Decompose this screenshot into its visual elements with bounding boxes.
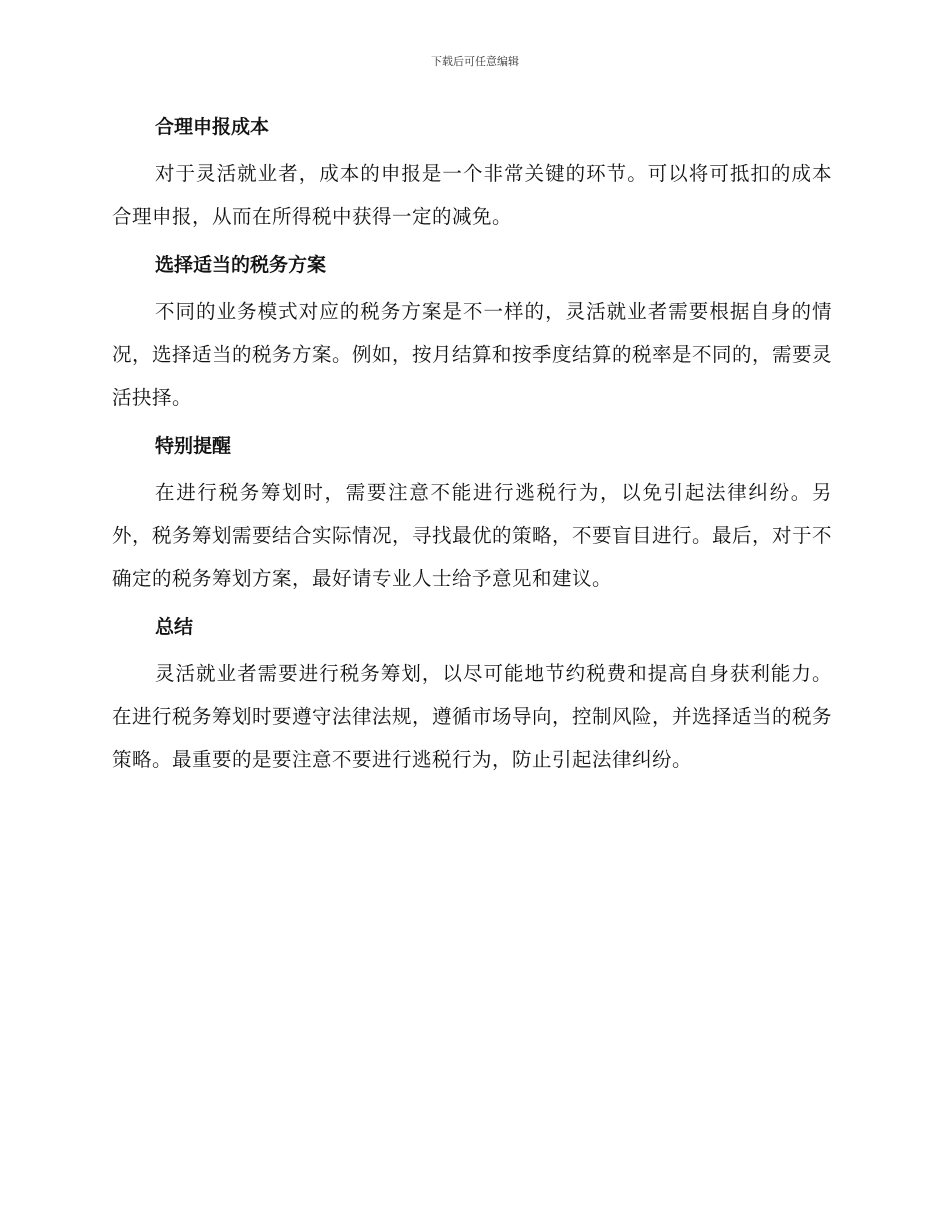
section-paragraph: 对于灵活就业者，成本的申报是一个非常关键的环节。可以将可抵扣的成本合理申报，从而在所得税中获得一定的减免。 xyxy=(112,162,832,228)
section-heading: 特别提醒 xyxy=(155,435,232,457)
section-paragraph: 在进行税务筹划时，需要注意不能进行逃税行为，以免引起法律纠纷。另外，税务筹划需要结合实际情况，寻找最优的策略，不要盲目进行。最后，对于不确定的税务筹划方案，最好请专业人士给予意见和建议。 xyxy=(112,481,833,590)
section-paragraph: 不同的业务模式对应的税务方案是不一样的，灵活就业者需要根据自身的情况，选择适当的税务方案。例如，按月结算和按季度结算的税率是不同的，需要灵活抉择。 xyxy=(112,300,833,409)
section-cost-declaration xyxy=(112,112,832,238)
section-heading: 选择适当的税务方案 xyxy=(155,254,327,276)
page-header: 下载后可任意编辑 xyxy=(431,55,519,68)
section-paragraph: 灵活就业者需要进行税务筹划，以尽可能地节约税费和提高自身获利能力。在进行税务筹划时要遵守法律法规，遵循市场导向，控制风险，并选择适当的税务策略。最重要的是要注意不要进行逃税行为，防止引起法律纠纷。 xyxy=(112,662,833,771)
section-tax-plan xyxy=(112,250,832,419)
section-summary xyxy=(112,612,832,781)
section-special-reminder xyxy=(112,431,832,600)
section-heading: 合理申报成本 xyxy=(155,116,270,138)
section-heading: 总结 xyxy=(155,616,194,638)
document-body xyxy=(112,112,832,793)
